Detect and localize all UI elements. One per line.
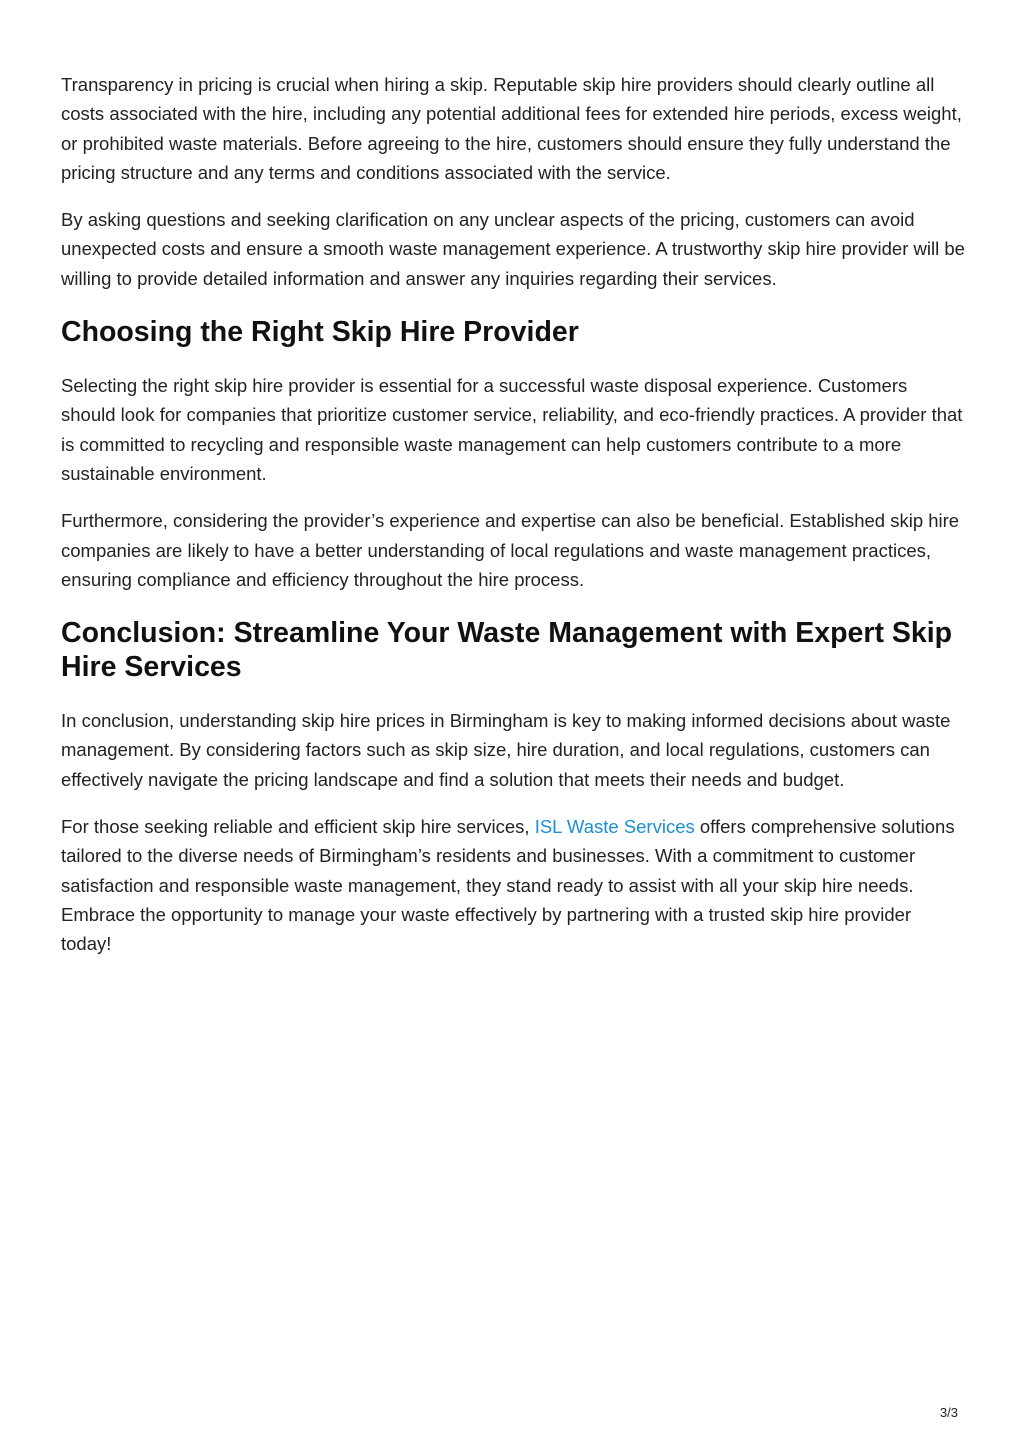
page-number: 3/3 (939, 1405, 958, 1420)
paragraph-experience-expertise: Furthermore, considering the provider’s experience and expertise can also be beneficial. Established skip hire companies are likely to have a better understanding of local regulations and waste management practices, ensuring compliance and efficiency throughout the hire process. (61, 510, 960, 590)
document-content (61, 70, 966, 977)
paragraph-pricing-transparency: Transparency in pricing is crucial when hiring a skip. Reputable skip hire providers should clearly outline all costs associated with the hire, including any potential additional fees for extended hire periods, excess weight, or prohibited waste materials. Before agreeing to the hire, customers should ensure they fully understand the pricing structure and any terms and conditions associated with the service. (61, 74, 962, 183)
isl-waste-services-link[interactable]: ISL Waste Services (534, 816, 695, 838)
heading-choosing-provider: Choosing the Right Skip Hire Provider (61, 316, 579, 349)
paragraph-isl-services (61, 812, 966, 958)
paragraph-isl-text-before: For those seeking reliable and efficient skip hire services, (61, 816, 535, 838)
paragraph-asking-questions: By asking questions and seeking clarification on any unclear aspects of the pricing, customers can avoid unexpected costs and ensure a smooth waste management experience. A trustworthy skip hire provider will be willing to provide detailed information and answer any inquiries regarding their services. (61, 209, 965, 289)
paragraph-conclusion: In conclusion, understanding skip hire prices in Birmingham is key to making informed decisions about waste management. By considering factors such as skip size, hire duration, and local regulations, customers can effectively navigate the pricing landscape and find a solution that meets their needs and budget. (61, 710, 951, 790)
paragraph-selecting-provider: Selecting the right skip hire provider is essential for a successful waste disposal experience. Customers should look for companies that prioritize customer service, reliability, and eco-friendly practices. A provider that is committed to recycling and responsible waste management can help customers contribute to a more sustainable environment. (61, 375, 963, 484)
heading-conclusion: Conclusion: Streamline Your Waste Management with Expert Skip Hire Services (61, 617, 953, 684)
paragraph-isl-text-after: offers comprehensive solutions tailored to the diverse needs of Birmingham’s residents and businesses. With a commitment to customer satisfaction and responsible waste management, they stand ready to assist with all your skip hire needs. Embrace the opportunity to manage your waste effectively by partnering with a trusted skip hire provider today! (61, 816, 955, 955)
